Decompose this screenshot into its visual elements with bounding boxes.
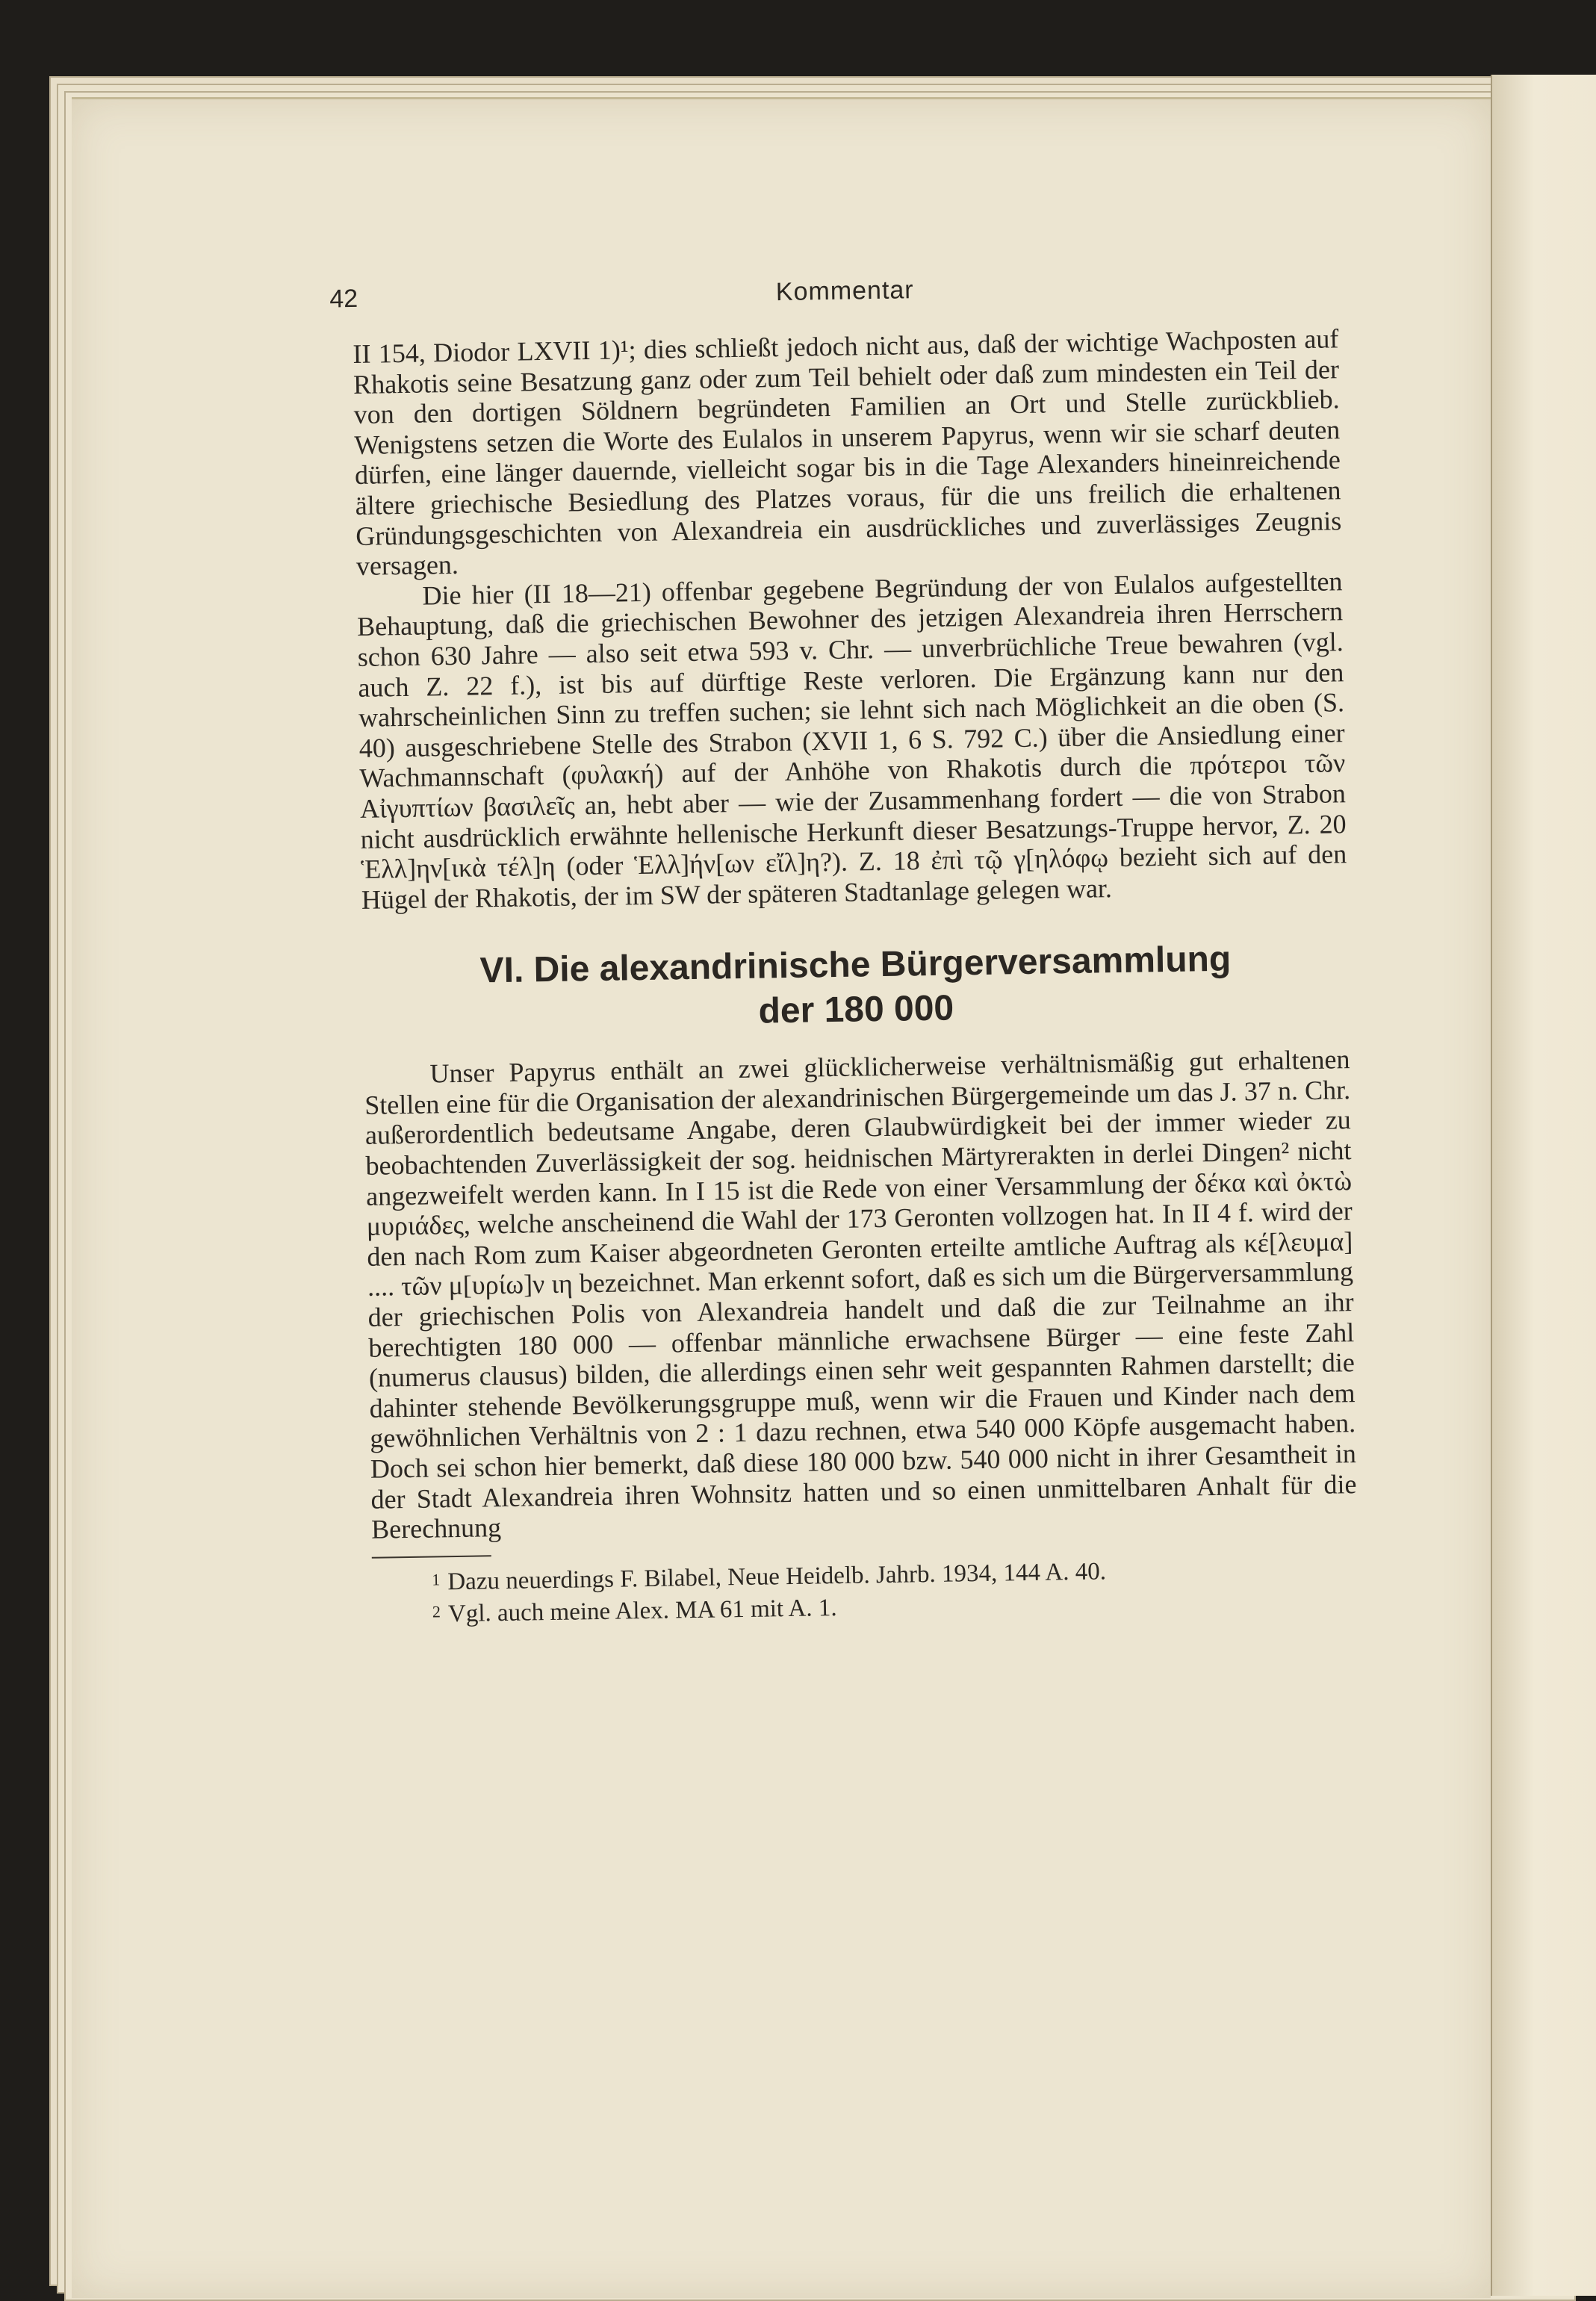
- footnote-text: Dazu neuerdings F. Bilabel, Neue Heidelb. Jahrb. 1934, 144 A. 40.: [447, 1558, 1107, 1595]
- facing-page-edge: [1491, 75, 1596, 2296]
- footnote-divider: [372, 1555, 491, 1559]
- footnote-mark: 1: [432, 1570, 441, 1589]
- section-title-line: der 180 000: [758, 988, 954, 1031]
- section-title-line: VI. Die alexandrinische Bürgerversammlung: [479, 939, 1232, 991]
- paragraph: II 154, Diodor LXVII 1)¹; dies schließt jedoch nicht aus, daß der wichtige Wachposten auf Rhakotis seine Besatzung ganz oder zum Teil behielt oder daß zum mindesten ein Teil der von den dortigen Söldnern begründeten Familien an Ort und Stelle zurückblieb. Wenigstens setzen die Worte des Eulalos in unserem Papyrus, wenn wir sie scharf deuten dürfen, eine länger dauernde, vielleicht sogar bis in die Tage Alexanders hineinreichende ältere griechische Besiedlung des Platzes voraus, für die uns freilich die erhaltenen Gründungsgeschichten von Alexandreia ein ausdrückliches und zuverlässiges Zeugnis versagen.: [353, 323, 1342, 582]
- page-number: 42: [329, 284, 358, 314]
- footnote-text: Vgl. auch meine Alex. MA 61 mit A. 1.: [447, 1594, 837, 1627]
- paragraph: Die hier (II 18—21) offenbar gegebene Begründung der von Eulalos aufgestellten Behauptung, daß die griechischen Bewohner des jetzigen Alexandreia ihren Herrschern schon 630 Jahre — also seit etwa 593 v. Chr. — unverbrüchliche Treue bewahren (vgl. auch Z. 22 f.), ist bis auf dürftige Reste verloren. Die Ergänzung kann nur den wahrscheinlichen Sinn zu treffen suchen; sie lehnt sich nach Möglichkeit an die oben (S. 40) ausgeschriebene Stelle des Strabon (XVII 1, 6 S. 792 C.) über die Ansiedlung einer Wachmannschaft (φυλακή) auf der Anhöhe von Rhakotis durch die πρότεροι τῶν Αἰγυπτίων βασιλεῖς an, hebt aber — wie der Zusammenhang fordert — die von Strabon nicht ausdrücklich erwähnte hellenische Herkunft dieser Besatzungs-Truppe hervor, Z. 20 Ἑλλ]ην[ικὰ τέλ]η (oder Ἑλλ]ήν[ων εἴλ]η?). Z. 18 ἐπὶ τῷ γ[ηλόφῳ bezieht sich auf den Hügel der Rhakotis, der im SW der späteren Stadtanlage gelegen war.: [356, 565, 1347, 915]
- section-title: [362, 935, 1350, 1040]
- footnote-mark: 2: [432, 1602, 441, 1621]
- page-content: [329, 268, 1359, 1630]
- running-head: Kommentar: [775, 276, 914, 307]
- paragraph: Unser Papyrus enthält an zwei glücklicherweise verhältnismäßig gut erhaltenen Stellen eine für die Organisation der alexandrinischen Bürgergemeinde um das J. 37 n. Chr. außerordentlich bedeutsame Angabe, deren Glaubwürdigkeit bei der immer wieder zu beobachtenden Zuverlässigkeit der sog. heidnischen Märtyrerakten in derlei Dingen² nicht angezweifelt werden kann. In I 15 ist die Rede von einer Versammlung der δέκα καὶ ὀκτὼ μυριάδες, welche anscheinend die Wahl der 173 Geronten vollzogen hat. In II 4 f. wird der den nach Rom zum Kaiser abgeordneten Geronten erteilte amtliche Auftrag als κέ[λευμα] .... τῶν μ[υρίω]ν ιη bezeichnet. Man erkennt sofort, daß es sich um die Bürgerversammlung der griechischen Polis von Alexandreia handelt und daß die zur Teilnahme an ihr berechtigten 180 000 — offenbar männliche erwachsene Bürger — eine feste Zahl (numerus clausus) bilden, die allerdings einen sehr weit gespannten Rahmen darstellt; die dahinter stehende Bevölkerungsgruppe muß, wenn wir die Frauen und Kinder nach dem gewöhnlichen Verhältnis von 2 : 1 dazu rechnen, etwa 540 000 Köpfe ausgemacht haben. Doch sei schon hier bemerkt, daß diese 180 000 bzw. 540 000 nicht in ihrer Gesamtheit in der Stadt Alexandreia ihren Wohnsitz hatten und so einen unmittelbaren Anhalt für die Berechnung: [364, 1044, 1357, 1544]
